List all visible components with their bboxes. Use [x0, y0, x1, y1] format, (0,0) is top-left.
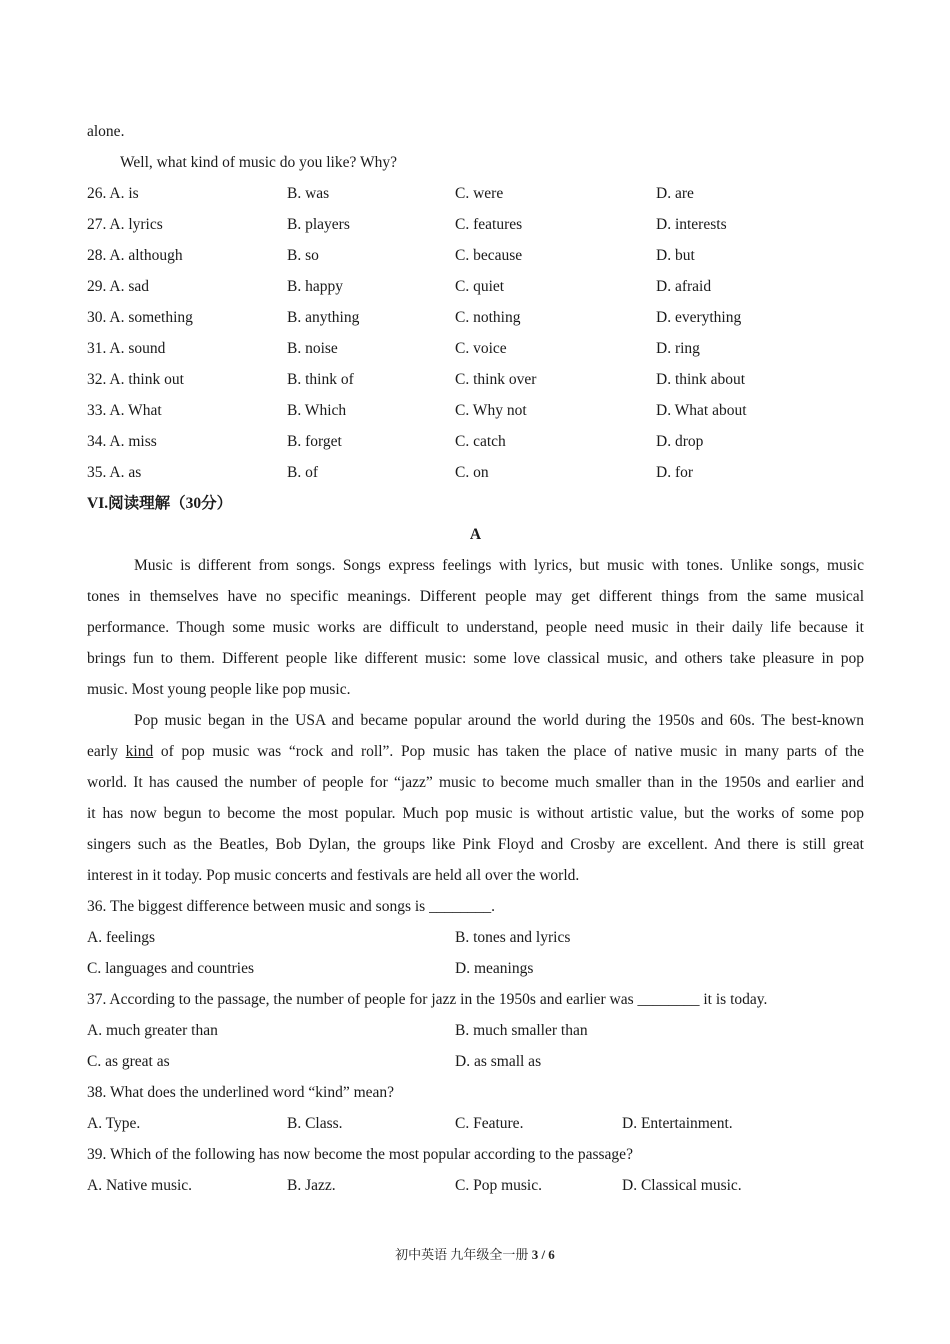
- option-b: B. noise: [287, 340, 338, 357]
- option-a: 31. A. sound: [87, 340, 166, 357]
- option-row: [87, 209, 864, 240]
- option-row: [87, 302, 864, 333]
- footer-text: 初中英语 九年级全一册: [395, 1247, 532, 1262]
- option-a: A. much greater than: [87, 1022, 218, 1039]
- passage-line: [87, 736, 864, 767]
- option-d: D. ring: [656, 340, 700, 357]
- option-row: [87, 1015, 864, 1046]
- option-row: [87, 953, 864, 984]
- option-c: C. because: [455, 247, 523, 264]
- option-b: B. Class.: [287, 1115, 343, 1132]
- option-a: 29. A. sad: [87, 278, 149, 295]
- passage-line: it has now begun to become the most popular. Much pop music is without artistic value, but the works of some pop: [87, 805, 864, 822]
- option-b: B. much smaller than: [455, 1022, 588, 1039]
- question-36: [87, 891, 864, 984]
- option-a: 32. A. think out: [87, 371, 184, 388]
- passage-line: world. It has caused the number of people for “jazz” music to become much smaller than in the 1950s and earlier and: [87, 774, 864, 791]
- option-b: B. think of: [287, 371, 354, 388]
- passage-line: Pop music began in the USA and became popular around the world during the 1950s and 60s. The best-known: [134, 712, 864, 729]
- page-footer: [0, 1244, 950, 1263]
- option-c: C. Feature.: [455, 1115, 524, 1132]
- option-c: C. catch: [455, 433, 506, 450]
- passage-line: Music is different from songs. Songs express feelings with lyrics, but music with tones. Unlike songs, music: [134, 557, 864, 574]
- passage-line: interest in it today. Pop music concerts and festivals are held all over the world.: [87, 867, 580, 884]
- option-row: [87, 1170, 864, 1201]
- page-content: [87, 116, 864, 1201]
- option-d: D. Entertainment.: [622, 1115, 733, 1132]
- passage-line: brings fun to them. Different people like different music: some love classical music, and others take pleasure in pop: [87, 650, 864, 667]
- passage-paragraph-1: [87, 550, 864, 705]
- option-row: [87, 395, 864, 426]
- intro-question: Well, what kind of music do you like? Why?: [120, 154, 397, 171]
- option-row: [87, 426, 864, 457]
- passage-line: singers such as the Beatles, Bob Dylan, the groups like Pink Floyd and Crosby are excellent. And there is still great: [87, 836, 864, 853]
- option-row: [87, 240, 864, 271]
- passage-line: music. Most young people like pop music.: [87, 681, 351, 698]
- cloze-options: [87, 178, 864, 488]
- option-b: B. tones and lyrics: [455, 929, 571, 946]
- passage-text: early: [87, 743, 126, 760]
- option-b: B. anything: [287, 309, 360, 326]
- option-c: C. think over: [455, 371, 537, 388]
- option-b: B. players: [287, 216, 350, 233]
- option-a: A. Native music.: [87, 1177, 193, 1194]
- option-d: D. afraid: [656, 278, 712, 295]
- option-c: C. languages and countries: [87, 960, 255, 977]
- option-c: C. voice: [455, 340, 507, 357]
- option-b: B. so: [287, 247, 319, 264]
- option-c: C. Why not: [455, 402, 527, 419]
- question-stem: 36. The biggest difference between music and songs is ________.: [87, 898, 495, 915]
- option-row: [87, 922, 864, 953]
- section-title: VI.阅读理解（30分）: [87, 495, 233, 512]
- option-b: B. happy: [287, 278, 343, 295]
- option-d: D. are: [656, 185, 694, 202]
- option-row: [87, 457, 864, 488]
- option-row: [87, 364, 864, 395]
- option-row: [87, 1046, 864, 1077]
- option-c: C. features: [455, 216, 523, 233]
- option-b: B. forget: [287, 433, 342, 450]
- question-stem: 39. Which of the following has now become the most popular according to the passage?: [87, 1146, 633, 1163]
- option-c: C. Pop music.: [455, 1177, 542, 1194]
- passage-line: tones in themselves have no specific meanings. Different people may get different things from the same musical: [87, 588, 864, 605]
- passage-line: performance. Though some music works are difficult to understand, people need music in their daily life because it: [87, 619, 864, 636]
- option-a: 27. A. lyrics: [87, 216, 163, 233]
- option-b: B. was: [287, 185, 330, 202]
- option-d: D. meanings: [455, 960, 534, 977]
- question-stem: 38. What does the underlined word “kind” mean?: [87, 1084, 395, 1101]
- question-stem: 37. According to the passage, the number of people for jazz in the 1950s and earlier was ________ it is today.: [87, 991, 768, 1008]
- option-a: 35. A. as: [87, 464, 142, 481]
- option-a: A. Type.: [87, 1115, 141, 1132]
- option-row: [87, 1108, 864, 1139]
- option-d: D. everything: [656, 309, 742, 326]
- option-c: C. nothing: [455, 309, 521, 326]
- option-c: C. quiet: [455, 278, 505, 295]
- question-38: [87, 1077, 864, 1139]
- option-d: D. Classical music.: [622, 1177, 742, 1194]
- passage-text: of pop music was “rock and roll”. Pop music has taken the place of native music in many parts of the: [153, 743, 864, 760]
- intro-line: alone.: [87, 123, 125, 140]
- option-row: [87, 333, 864, 364]
- option-row: [87, 271, 864, 302]
- option-b: B. Which: [287, 402, 347, 419]
- option-a: A. feelings: [87, 929, 156, 946]
- page-number: 3 / 6: [531, 1247, 555, 1262]
- option-a: 34. A. miss: [87, 433, 157, 450]
- option-b: B. of: [287, 464, 318, 481]
- option-d: D. drop: [656, 433, 704, 450]
- question-37: [87, 984, 864, 1077]
- passage-paragraph-2: [87, 705, 864, 891]
- question-39: [87, 1139, 864, 1201]
- option-d: D. think about: [656, 371, 746, 388]
- option-a: 28. A. although: [87, 247, 183, 264]
- option-c: C. were: [455, 185, 504, 202]
- passage-label: A: [469, 526, 482, 543]
- option-d: D. interests: [656, 216, 727, 233]
- option-row: [87, 178, 864, 209]
- option-a: 26. A. is: [87, 185, 139, 202]
- underlined-word: kind: [125, 743, 154, 760]
- option-a: 33. A. What: [87, 402, 162, 419]
- option-c: C. on: [455, 464, 489, 481]
- option-d: D. What about: [656, 402, 747, 419]
- option-c: C. as great as: [87, 1053, 170, 1070]
- option-b: B. Jazz.: [287, 1177, 336, 1194]
- option-d: D. as small as: [455, 1053, 542, 1070]
- option-a: 30. A. something: [87, 309, 193, 326]
- option-d: D. for: [656, 464, 694, 481]
- option-d: D. but: [656, 247, 695, 264]
